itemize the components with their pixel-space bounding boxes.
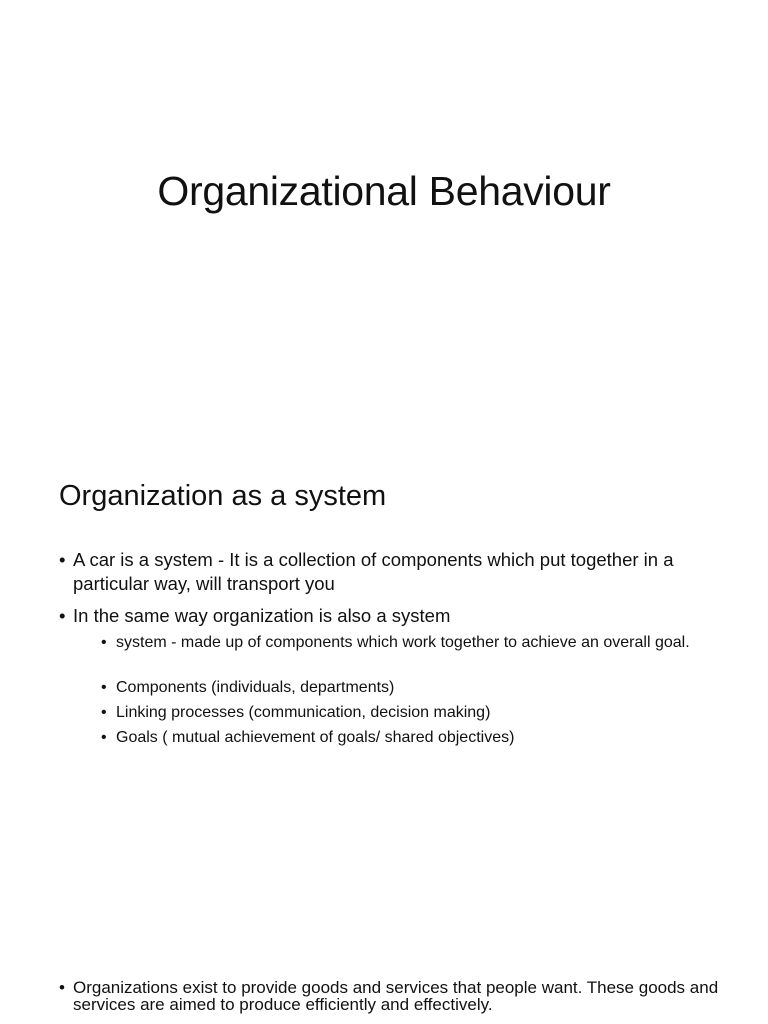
bullet-item-text: In the same way organization is also a system bbox=[73, 605, 451, 626]
bullet-item: • A car is a system - It is a collection of components which put together in a particular way, will transport you bbox=[59, 548, 719, 596]
bullet-list bbox=[59, 548, 719, 756]
slide-heading: Organization as a system bbox=[59, 480, 387, 512]
sub-bullet-item: • Linking processes (communication, decision making) bbox=[101, 702, 719, 723]
sub-bullet-item: • Goals ( mutual achievement of goals/ shared objectives) bbox=[101, 727, 719, 748]
bullet-item-with-subitems bbox=[59, 604, 719, 748]
slide-2 bbox=[0, 440, 768, 1024]
slide-1 bbox=[0, 0, 768, 440]
bottom-bullet-item: • Organizations exist to provide goods and services that people want. These goods and services are aimed to produce efficiently and effectively. bbox=[59, 979, 719, 1013]
sub-bullet-item: • Components (individuals, departments) bbox=[101, 677, 719, 698]
bottom-bullet-list bbox=[59, 979, 719, 1013]
slide-title: Organizational Behaviour bbox=[157, 168, 611, 214]
sub-bullet-list bbox=[101, 632, 719, 748]
sub-bullet-item: • system - made up of components which work together to achieve an overall goal. bbox=[101, 632, 719, 653]
